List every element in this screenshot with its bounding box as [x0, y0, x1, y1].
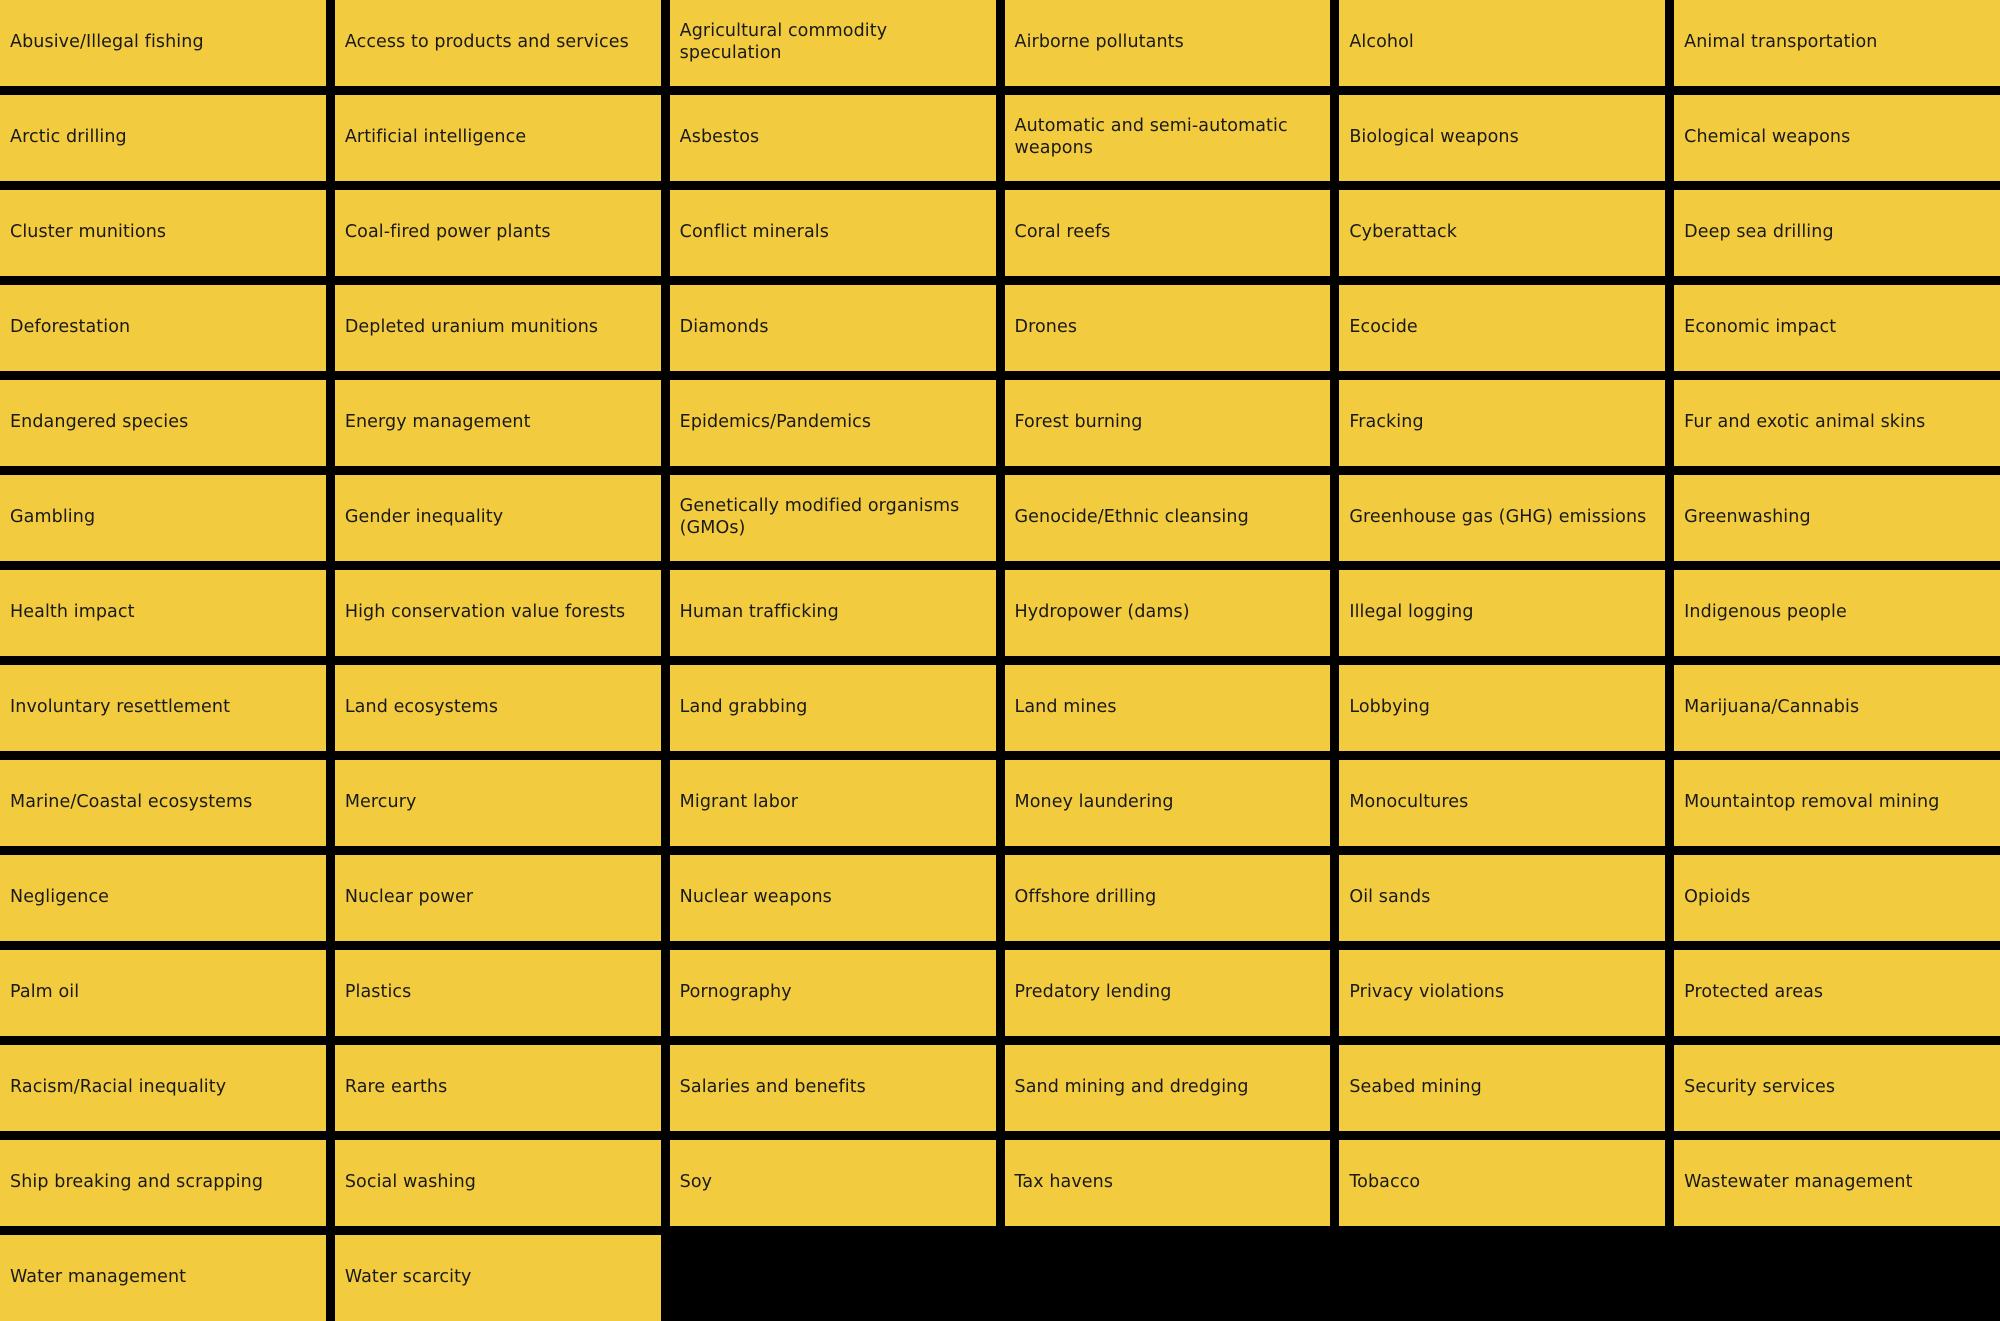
- topic-tile-label: Money laundering: [1014, 792, 1174, 813]
- topic-tile-label: Oil sands: [1349, 887, 1431, 908]
- topic-tile-label: Salaries and benefits: [679, 1077, 866, 1098]
- topic-tile-label: Greenwashing: [1684, 507, 1811, 528]
- topic-tile[interactable]: [1674, 380, 2000, 466]
- topic-tile[interactable]: [670, 760, 996, 846]
- topic-tile[interactable]: [0, 0, 326, 86]
- topic-tile[interactable]: [1005, 380, 1331, 466]
- topic-tile-label: Gambling: [10, 507, 96, 528]
- topic-tile-label: Diamonds: [679, 317, 769, 338]
- topic-tile-label: Cyberattack: [1349, 222, 1458, 243]
- topic-tile[interactable]: [0, 855, 326, 941]
- topic-tile[interactable]: [0, 1235, 326, 1321]
- topic-tile[interactable]: [1005, 570, 1331, 656]
- topic-tile-label: Water scarcity: [344, 1267, 472, 1288]
- topic-tile[interactable]: [1674, 665, 2000, 751]
- topic-tile-label: Water management: [10, 1267, 187, 1288]
- topic-tile[interactable]: [1674, 475, 2000, 561]
- topic-tile[interactable]: [335, 1235, 661, 1321]
- topic-tile-label: Artificial intelligence: [344, 127, 527, 148]
- topic-tile-label: Epidemics/Pandemics: [679, 412, 872, 433]
- topic-tile[interactable]: [0, 380, 326, 466]
- grid-filler: [1005, 1235, 1331, 1321]
- topic-tile[interactable]: [1005, 760, 1331, 846]
- topic-tile-label: Tax havens: [1014, 1172, 1114, 1193]
- topic-tile[interactable]: [1339, 1045, 1665, 1131]
- topic-tile-label: Marine/Coastal ecosystems: [10, 792, 253, 813]
- topic-tile-label: Fur and exotic animal skins: [1684, 412, 1926, 433]
- topic-tile-label: Genocide/Ethnic cleansing: [1014, 507, 1249, 528]
- topic-tile[interactable]: [335, 285, 661, 371]
- topic-tile[interactable]: [335, 95, 661, 181]
- topic-tile-label: Cluster munitions: [10, 222, 167, 243]
- topic-tile[interactable]: [1339, 0, 1665, 86]
- topic-tile[interactable]: [670, 665, 996, 751]
- topic-tile-label: Nuclear power: [344, 887, 474, 908]
- topic-tile[interactable]: [0, 760, 326, 846]
- topic-tile-label: Gender inequality: [344, 507, 504, 528]
- topic-tile-label: Genetically modified organisms (GMOs): [679, 496, 960, 538]
- topic-tile-label: Rare earths: [344, 1077, 448, 1098]
- topic-tile[interactable]: [0, 570, 326, 656]
- topic-tile-label: Coal-fired power plants: [344, 222, 551, 243]
- topic-tile[interactable]: [1674, 950, 2000, 1036]
- topic-tile[interactable]: [0, 285, 326, 371]
- topic-tile[interactable]: [670, 475, 996, 561]
- topic-tile-label: High conservation value forests: [344, 602, 626, 623]
- topic-tile-label: Arctic drilling: [10, 127, 127, 148]
- topic-tile[interactable]: [670, 380, 996, 466]
- topic-tile[interactable]: [1339, 855, 1665, 941]
- topic-tile-label: Hydropower (dams): [1014, 602, 1190, 623]
- topic-tile-label: Security services: [1684, 1077, 1836, 1098]
- topic-tile[interactable]: [670, 285, 996, 371]
- topic-tile[interactable]: [1005, 475, 1331, 561]
- topic-tile[interactable]: [1005, 855, 1331, 941]
- topic-tile-label: Fracking: [1349, 412, 1424, 433]
- topic-tile[interactable]: [1339, 190, 1665, 276]
- topic-tile[interactable]: [335, 0, 661, 86]
- topic-tile[interactable]: [335, 950, 661, 1036]
- topic-tile-label: Indigenous people: [1684, 602, 1847, 623]
- topic-tile[interactable]: [670, 1045, 996, 1131]
- topic-tile[interactable]: [1005, 190, 1331, 276]
- topic-tile[interactable]: [1339, 380, 1665, 466]
- topic-tile[interactable]: [1005, 665, 1331, 751]
- topic-tile[interactable]: [335, 570, 661, 656]
- topic-tile-label: Energy management: [344, 412, 531, 433]
- topic-tile-label: Illegal logging: [1349, 602, 1474, 623]
- topic-tile-label: Human trafficking: [679, 602, 839, 623]
- topic-tile[interactable]: [1339, 570, 1665, 656]
- topic-tile[interactable]: [1339, 475, 1665, 561]
- topic-tile-label: Conflict minerals: [679, 222, 829, 243]
- topic-tile-label: Airborne pollutants: [1014, 32, 1184, 53]
- topic-tile-label: Pornography: [679, 982, 792, 1003]
- topic-tile-label: Land ecosystems: [344, 697, 499, 718]
- topic-tile-label: Opioids: [1684, 887, 1751, 908]
- topic-tile-label: Involuntary resettlement: [10, 697, 231, 718]
- topic-tile[interactable]: [1674, 570, 2000, 656]
- topic-tile[interactable]: [1674, 1045, 2000, 1131]
- topic-tile-label: Lobbying: [1349, 697, 1430, 718]
- topic-tile-label: Wastewater management: [1684, 1172, 1913, 1193]
- topic-tile-label: Offshore drilling: [1014, 887, 1157, 908]
- topic-tile-label: Mountaintop removal mining: [1684, 792, 1940, 813]
- topic-tile-label: Access to products and services: [344, 32, 629, 53]
- topic-tile[interactable]: [335, 380, 661, 466]
- topic-tile-label: Negligence: [10, 887, 110, 908]
- topic-tile-label: Health impact: [10, 602, 135, 623]
- topic-tile-label: Animal transportation: [1684, 32, 1878, 53]
- topic-tile-label: Privacy violations: [1349, 982, 1505, 1003]
- topic-tile-label: Alcohol: [1349, 32, 1414, 53]
- topic-tile[interactable]: [0, 665, 326, 751]
- topic-tile-label: Ecocide: [1349, 317, 1418, 338]
- grid-filler: [1339, 1235, 1665, 1321]
- topic-tile-label: Nuclear weapons: [679, 887, 832, 908]
- topic-tile-label: Agricultural commodity speculation: [679, 21, 888, 63]
- topic-tile-label: Seabed mining: [1349, 1077, 1482, 1098]
- topic-tile-label: Greenhouse gas (GHG) emissions: [1349, 507, 1647, 528]
- topic-tile-label: Mercury: [344, 792, 417, 813]
- topic-tile[interactable]: [670, 1140, 996, 1226]
- topic-tile-label: Drones: [1014, 317, 1078, 338]
- topic-tile-label: Soy: [679, 1172, 713, 1193]
- grid-filler: [1674, 1235, 2000, 1321]
- topic-tile[interactable]: [670, 190, 996, 276]
- topic-tile[interactable]: [1674, 190, 2000, 276]
- topic-tile-label: Biological weapons: [1349, 127, 1519, 148]
- topic-tile-label: Sand mining and dredging: [1014, 1077, 1249, 1098]
- topic-tile[interactable]: [1005, 285, 1331, 371]
- topic-tile[interactable]: [1339, 285, 1665, 371]
- topic-tile-label: Palm oil: [10, 982, 80, 1003]
- topic-tile-label: Marijuana/Cannabis: [1684, 697, 1860, 718]
- topic-tile[interactable]: [335, 665, 661, 751]
- topic-tile-label: Forest burning: [1014, 412, 1143, 433]
- topic-tile[interactable]: [335, 475, 661, 561]
- topic-tile[interactable]: [1674, 855, 2000, 941]
- topic-tile-label: Tobacco: [1349, 1172, 1421, 1193]
- topic-tile[interactable]: [670, 570, 996, 656]
- topic-tile[interactable]: [670, 0, 996, 86]
- topic-tile[interactable]: [335, 190, 661, 276]
- topic-tile-label: Economic impact: [1684, 317, 1837, 338]
- topic-tile-label: Protected areas: [1684, 982, 1824, 1003]
- topic-tile-label: Chemical weapons: [1684, 127, 1851, 148]
- topic-tile-label: Endangered species: [10, 412, 189, 433]
- topic-tile-label: Ship breaking and scrapping: [10, 1172, 264, 1193]
- topic-tile[interactable]: [1005, 950, 1331, 1036]
- topic-tile-label: Coral reefs: [1014, 222, 1111, 243]
- grid-filler: [670, 1235, 996, 1321]
- topic-tile[interactable]: [670, 855, 996, 941]
- topic-tile-label: Social washing: [344, 1172, 476, 1193]
- topic-tile[interactable]: [335, 760, 661, 846]
- topic-tile-label: Deforestation: [10, 317, 131, 338]
- topic-tile-label: Plastics: [344, 982, 412, 1003]
- topic-tile[interactable]: [335, 1045, 661, 1131]
- topic-tile[interactable]: [1674, 95, 2000, 181]
- topic-tile-label: Abusive/Illegal fishing: [10, 32, 204, 53]
- topic-tile[interactable]: [1005, 1045, 1331, 1131]
- topic-tile[interactable]: [0, 1045, 326, 1131]
- topic-tile-label: Monocultures: [1349, 792, 1469, 813]
- topic-tile-label: Depleted uranium munitions: [344, 317, 599, 338]
- topic-tile[interactable]: [1339, 760, 1665, 846]
- topic-tile[interactable]: [670, 950, 996, 1036]
- topic-tile[interactable]: [0, 475, 326, 561]
- topic-tile-label: Automatic and semi-automatic weapons: [1014, 116, 1288, 158]
- topic-tile-label: Predatory lending: [1014, 982, 1172, 1003]
- topic-tile-label: Asbestos: [679, 127, 760, 148]
- topic-tile[interactable]: [1005, 95, 1331, 181]
- topic-tile-label: Racism/Racial inequality: [10, 1077, 227, 1098]
- topic-tile-label: Land mines: [1014, 697, 1117, 718]
- topic-tile[interactable]: [1339, 950, 1665, 1036]
- topic-tile[interactable]: [0, 190, 326, 276]
- topic-tile[interactable]: [1339, 665, 1665, 751]
- topic-tile[interactable]: [670, 95, 996, 181]
- topic-tile[interactable]: [0, 1140, 326, 1226]
- topic-tile[interactable]: [1339, 1140, 1665, 1226]
- topic-tile[interactable]: [0, 950, 326, 1036]
- topic-tile[interactable]: [1005, 1140, 1331, 1226]
- topic-tile[interactable]: [0, 95, 326, 181]
- topic-tile[interactable]: [335, 855, 661, 941]
- topic-tile-label: Land grabbing: [679, 697, 808, 718]
- topic-tile[interactable]: [1005, 0, 1331, 86]
- topic-tile[interactable]: [1674, 1140, 2000, 1226]
- topic-tile[interactable]: [335, 1140, 661, 1226]
- topic-tile[interactable]: [1674, 285, 2000, 371]
- topic-tile-label: Deep sea drilling: [1684, 222, 1834, 243]
- topic-tile-label: Migrant labor: [679, 792, 799, 813]
- topic-tile[interactable]: [1339, 95, 1665, 181]
- topic-tile[interactable]: [1674, 0, 2000, 86]
- topic-tile[interactable]: [1674, 760, 2000, 846]
